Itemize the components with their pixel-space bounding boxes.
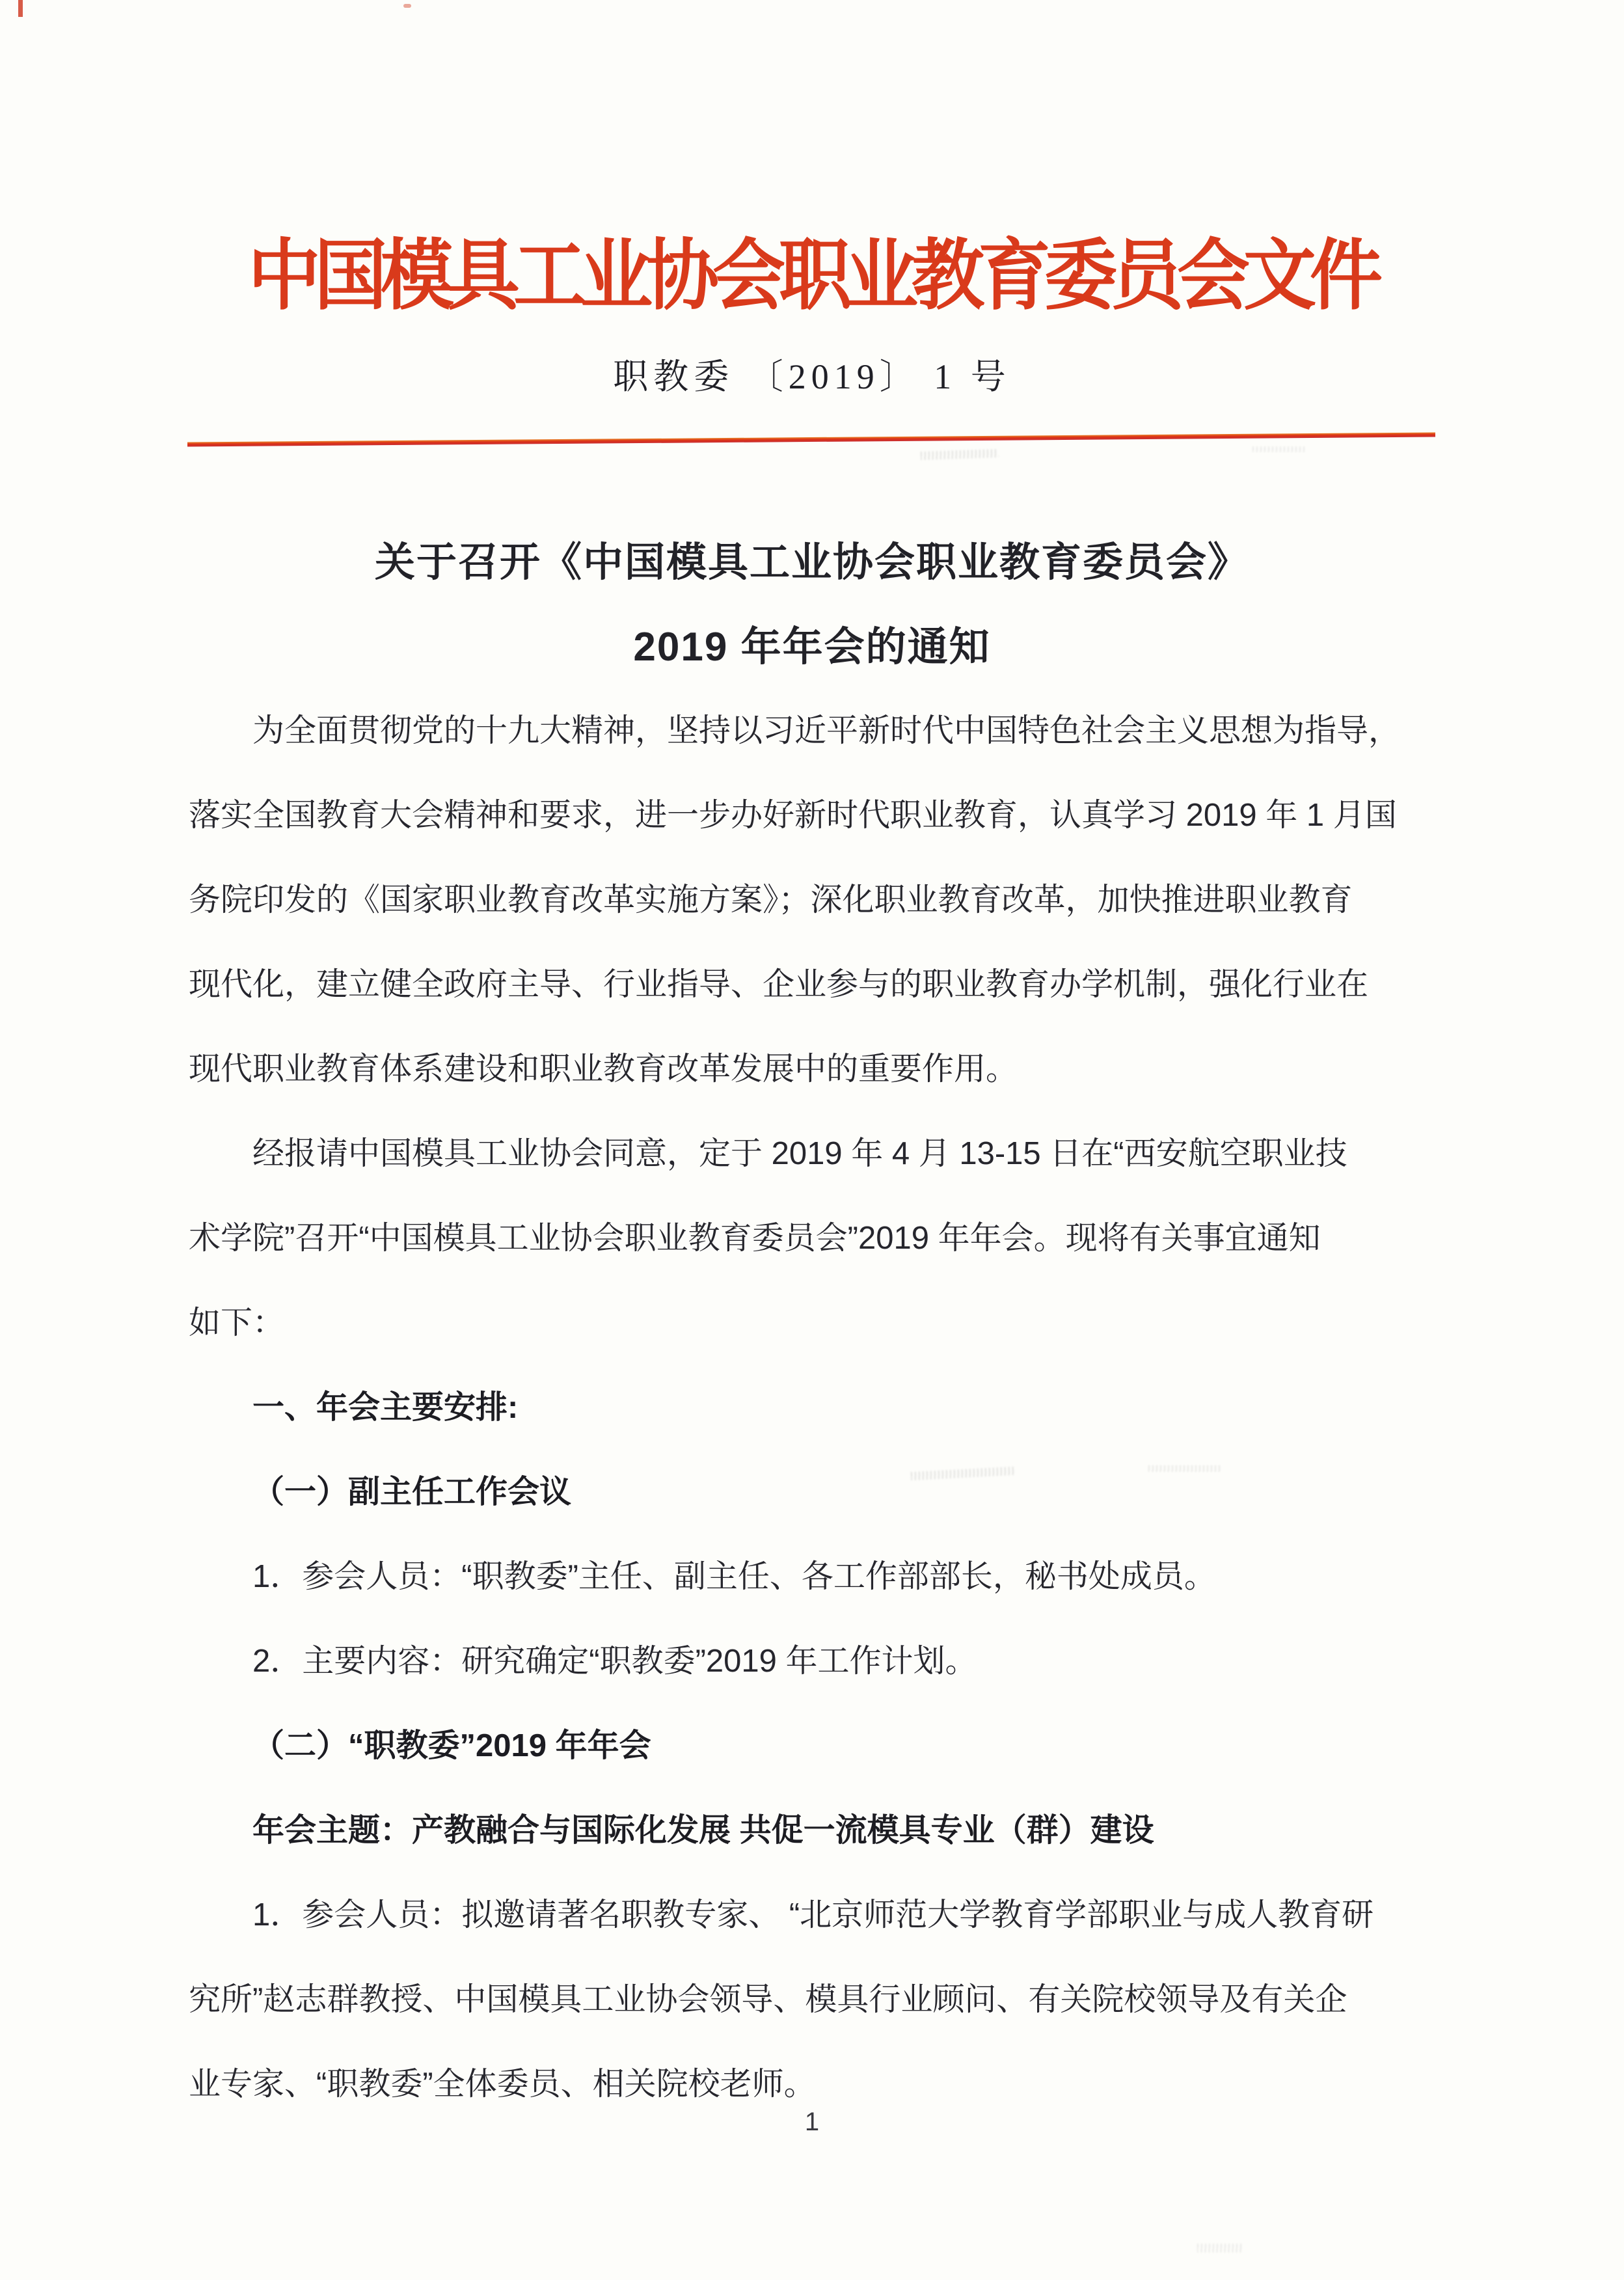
red-divider-line — [187, 432, 1435, 446]
body-line: 经报请中国模具工业协会同意，定于 2019 年 4 月 13-15 日在“西安航空职业技 — [252, 1136, 1347, 1171]
subsection-heading-1: （一）副主任工作会议 — [252, 1474, 572, 1510]
document-body — [189, 688, 1438, 2126]
scan-artifact-red-tick — [18, 0, 23, 17]
scan-smudge — [1197, 2244, 1243, 2253]
body-line: 1．参会人员：“职教委”主任、副主任、各工作部部长，秘书处成员。 — [252, 1559, 1216, 1594]
annual-meeting-theme: 年会主题：产教融合与国际化发展 共促一流模具专业（群）建设 — [252, 1813, 1154, 1848]
letterhead-title: 中国模具工业协会职业教育委员会文件 — [248, 232, 1376, 319]
section-heading-1: 一、年会主要安排: — [252, 1390, 519, 1425]
scan-artifact-red-speck — [403, 4, 411, 8]
body-line: 如下： — [189, 1305, 285, 1340]
main-title-line-2: 2019 年年会的通知 — [633, 625, 991, 670]
body-line: 落实全国教育大会精神和要求，进一步办好新时代职业教育，认真学习 2019 年 1 月国 — [189, 798, 1397, 833]
body-line: 2．主要内容：研究确定“职教委”2019 年工作计划。 — [252, 1644, 977, 1679]
body-line: 现代职业教育体系建设和职业教育改革发展中的重要作用。 — [189, 1052, 1018, 1087]
body-line: 业专家、“职教委”全体委员、相关院校老师。 — [189, 2067, 816, 2102]
body-line: 为全面贯彻党的十九大精神，坚持以习近平新时代中国特色社会主义思想为指导， — [252, 713, 1401, 748]
body-line: 究所”赵志群教授、中国模具工业协会领导、模具行业顾问、有关院校领导及有关企 — [189, 1982, 1347, 2017]
page-number: 1 — [804, 2108, 820, 2136]
main-title-line-1: 关于召开《中国模具工业协会职业教育委员会》 — [374, 540, 1249, 585]
subsection-heading-2: （二）“职教委”2019 年年会 — [252, 1728, 651, 1763]
body-line: 术学院”召开“中国模具工业协会职业教育委员会”2019 年年会。现将有关事宜通知 — [189, 1221, 1321, 1256]
document-number: 职教委 〔2019〕 1 号 — [613, 357, 1011, 396]
scan-smudge — [1252, 446, 1305, 452]
main-title — [0, 521, 1624, 690]
body-line: 1．参会人员：拟邀请著名职教专家、 “北京师范大学教育学部职业与成人教育研 — [252, 1897, 1374, 1933]
scan-smudge — [921, 449, 999, 460]
body-line: 现代化，建立健全政府主导、行业指导、企业参与的职业教育办学机制，强化行业在 — [189, 967, 1369, 1002]
body-line: 务院印发的《国家职业教育改革实施方案》；深化职业教育改革，加快推进职业教育 — [189, 882, 1353, 917]
